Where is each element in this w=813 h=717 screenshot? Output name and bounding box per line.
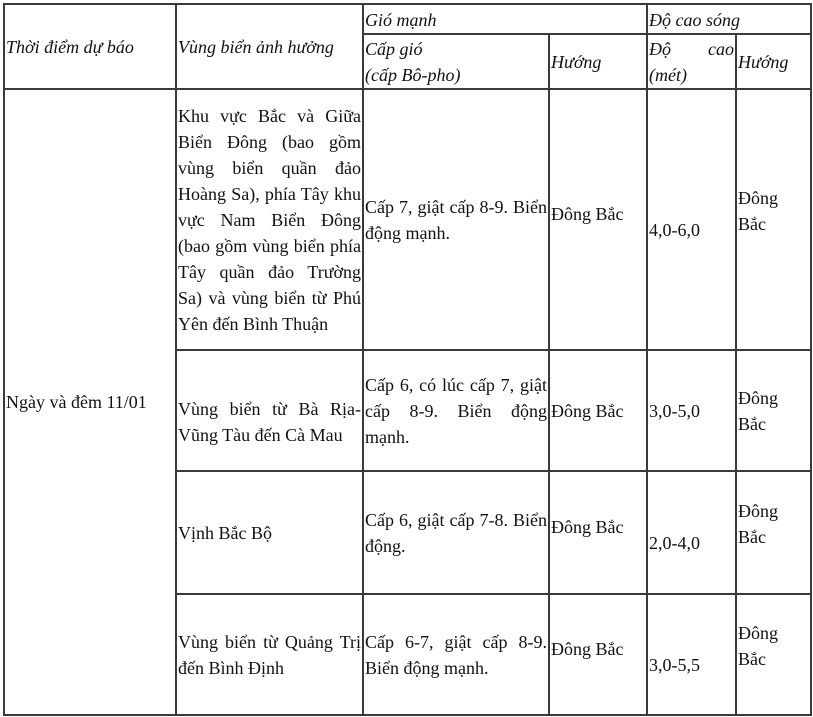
wave-direction-cell bbox=[736, 471, 811, 594]
wind-direction-cell bbox=[549, 89, 647, 350]
region-cell bbox=[176, 471, 363, 594]
wave-direction-value: Đông Bắc bbox=[738, 622, 778, 669]
header-strong-wind bbox=[363, 4, 647, 34]
header-wave-height-group-label: Độ cao sóng bbox=[649, 10, 740, 30]
header-wind-level-line2: (cấp Bô-pho) bbox=[365, 64, 461, 85]
wave-height-cell bbox=[647, 594, 736, 715]
wind-direction-cell bbox=[549, 594, 647, 715]
wind-level-cell bbox=[363, 89, 549, 350]
wind-direction-value: Đông Bắc bbox=[551, 203, 624, 224]
wind-direction-value: Đông Bắc bbox=[551, 638, 624, 659]
header-wind-direction-label: Hướng bbox=[551, 51, 602, 72]
wind-level-cell bbox=[363, 350, 549, 471]
header-wave-height-line1: Độ cao bbox=[649, 38, 734, 59]
wind-level-cell bbox=[363, 471, 549, 594]
wave-direction-value: Đông Bắc bbox=[738, 387, 778, 434]
wave-height-cell bbox=[647, 350, 736, 471]
region-value: Khu vực Bắc và Giữa Biển Đông (bao gồm vùng biển quần đảo Hoàng Sa), phía Tây khu vực Nam Biển Đông (bao gồm vùng biển phía Tây quần đảo Trường Sa) và vùng biển từ Phú Yên đến Bình Thuận bbox=[178, 105, 361, 334]
sea-forecast-table bbox=[3, 3, 812, 716]
wave-direction-value: Đông Bắc bbox=[738, 500, 778, 547]
header-forecast-time bbox=[4, 4, 176, 89]
header-row-group bbox=[4, 4, 811, 34]
wave-height-value: 4,0-6,0 bbox=[649, 219, 700, 240]
wave-height-value: 2,0-4,0 bbox=[649, 532, 700, 553]
wind-direction-value: Đông Bắc bbox=[551, 516, 624, 537]
region-value: Vùng biển từ Bà Rịa-Vũng Tàu đến Cà Mau bbox=[178, 398, 361, 445]
table-row bbox=[4, 89, 811, 350]
header-affected-region bbox=[176, 4, 363, 89]
wind-level-value: Cấp 7, giật cấp 8-9. Biển động mạnh. bbox=[365, 196, 547, 243]
wind-level-cell bbox=[363, 594, 549, 715]
header-wave-height-line2: (mét) bbox=[649, 64, 687, 85]
region-cell bbox=[176, 89, 363, 350]
header-wind-level-line1: Cấp gió bbox=[365, 38, 423, 59]
header-strong-wind-label: Gió mạnh bbox=[365, 10, 437, 30]
wind-direction-value: Đông Bắc bbox=[551, 400, 624, 421]
forecast-time-cell bbox=[4, 89, 176, 715]
region-value: Vịnh Bắc Bộ bbox=[178, 522, 272, 543]
wind-level-value: Cấp 6-7, giật cấp 8-9. Biển động mạnh. bbox=[365, 631, 547, 678]
header-wind-level bbox=[363, 34, 549, 89]
region-cell bbox=[176, 350, 363, 471]
header-wave-height bbox=[647, 34, 736, 89]
region-value: Vùng biển từ Quảng Trị đến Bình Định bbox=[178, 631, 361, 678]
wave-direction-cell bbox=[736, 350, 811, 471]
wave-height-value: 3,0-5,5 bbox=[649, 654, 700, 675]
wind-level-value: Cấp 6, giật cấp 7-8. Biển động. bbox=[365, 509, 547, 556]
header-wave-direction bbox=[736, 34, 811, 89]
header-wave-height-group bbox=[647, 4, 811, 34]
forecast-time-value: Ngày và đêm 11/01 bbox=[6, 392, 147, 412]
header-forecast-time-label: Thời điểm dự báo bbox=[6, 36, 134, 57]
wind-direction-cell bbox=[549, 471, 647, 594]
header-wind-direction bbox=[549, 34, 647, 89]
wave-direction-value: Đông Bắc bbox=[738, 187, 778, 234]
wave-height-cell bbox=[647, 89, 736, 350]
wave-direction-cell bbox=[736, 594, 811, 715]
header-wave-direction-label: Hướng bbox=[738, 51, 789, 72]
region-cell bbox=[176, 594, 363, 715]
header-affected-region-label: Vùng biển ảnh hưởng bbox=[178, 36, 334, 57]
wave-direction-cell bbox=[736, 89, 811, 350]
wave-height-cell bbox=[647, 471, 736, 594]
wind-level-value: Cấp 6, có lúc cấp 7, giật cấp 8-9. Biển động mạnh. bbox=[365, 374, 547, 447]
wave-height-value: 3,0-5,0 bbox=[649, 400, 700, 421]
wind-direction-cell bbox=[549, 350, 647, 471]
